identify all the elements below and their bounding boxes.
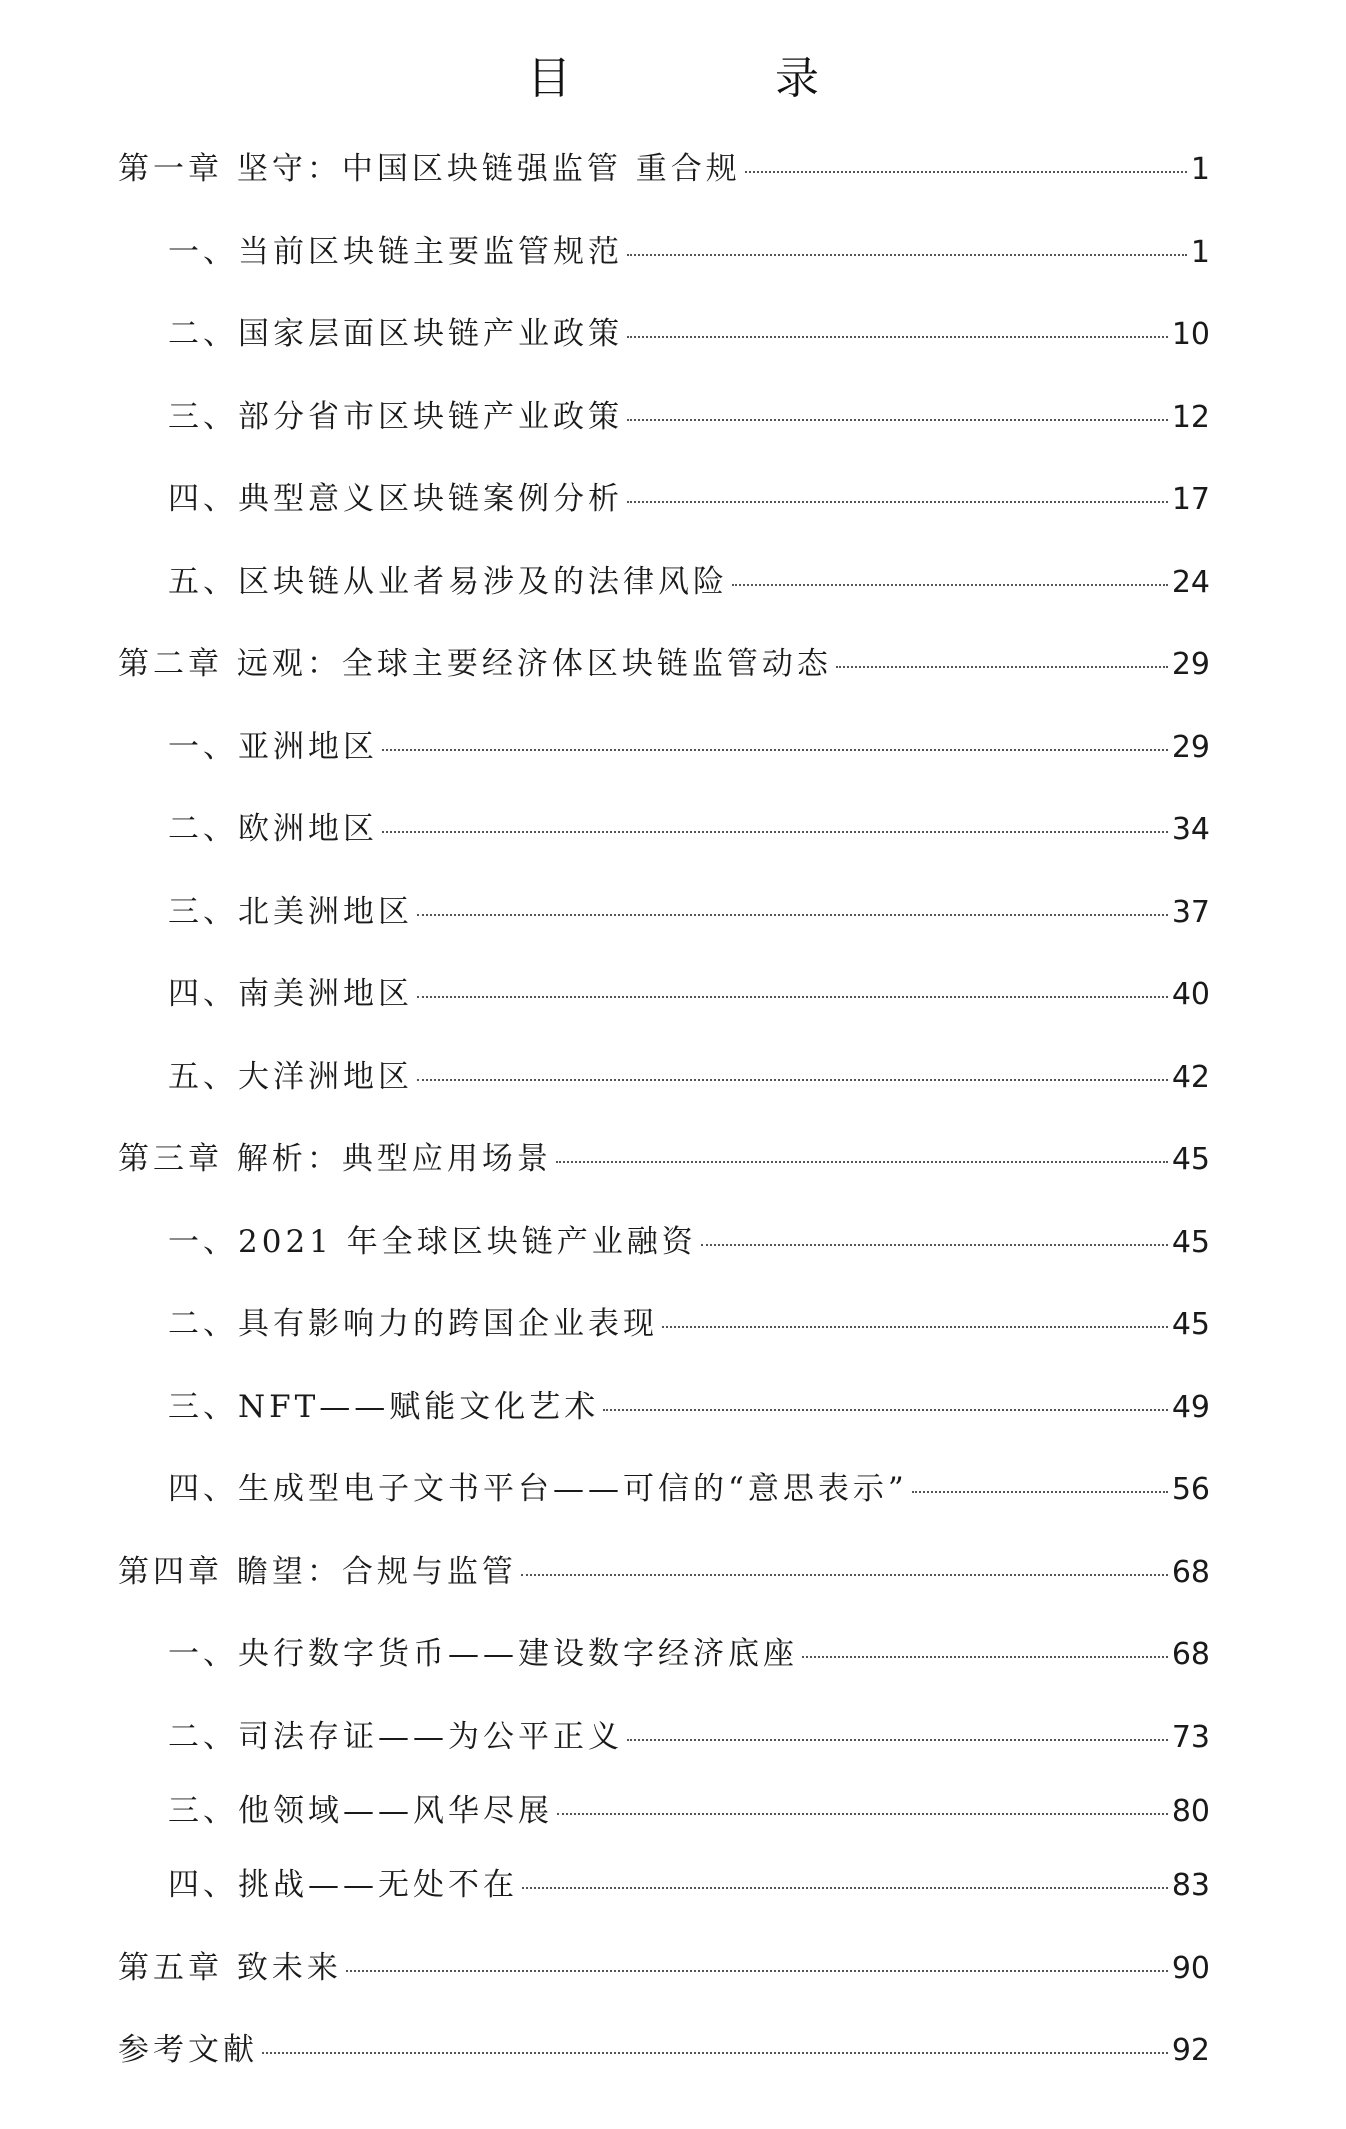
toc-entry-page: 68 [1171, 1637, 1210, 1672]
toc-entry-label: 一、亚洲地区 [168, 728, 378, 765]
toc-leader [382, 831, 1168, 833]
toc-entry-page: 37 [1171, 894, 1210, 930]
toc-leader [627, 419, 1168, 421]
toc-entry-page: 45 [1171, 1307, 1210, 1342]
toc-entry-section[interactable] [118, 953, 1210, 1036]
toc-leader [701, 1244, 1168, 1246]
toc-entry-page: 73 [1171, 1719, 1210, 1755]
toc-leader [627, 1739, 1168, 1741]
toc-entry-chapter[interactable] [118, 623, 1210, 706]
toc-entry-chapter[interactable] [118, 1927, 1210, 2010]
toc-leader [912, 1491, 1168, 1493]
toc-entry-page: 45 [1171, 1224, 1210, 1260]
toc-entry-section[interactable] [118, 706, 1210, 789]
toc-entry-label: 三、北美洲地区 [168, 893, 413, 930]
toc-entry-page: 90 [1171, 1950, 1210, 1986]
toc-entry-label: 三、部分省市区块链产业政策 [168, 398, 623, 435]
toc-entry-label: 一、央行数字货币——建设数字经济底座 [168, 1636, 798, 1672]
toc-leader [521, 1574, 1168, 1576]
toc-entry-label: 一、2021 年全球区块链产业融资 [168, 1223, 697, 1260]
toc-entry-page: 40 [1171, 977, 1210, 1012]
toc-entry-label: 三、他领域——风华尽展 [168, 1793, 553, 1829]
toc-entry-page: 29 [1171, 729, 1210, 765]
toc-leader [627, 501, 1168, 503]
toc-entry-label: 二、司法存证——为公平正义 [168, 1718, 623, 1755]
toc-entry-section[interactable] [118, 211, 1210, 294]
toc-entry-page: 1 [1190, 152, 1210, 187]
toc-leader [603, 1409, 1168, 1411]
toc-entry-label: 二、国家层面区块链产业政策 [168, 316, 623, 352]
toc-entry-section[interactable] [118, 871, 1210, 954]
toc-entry-label: 三、NFT——赋能文化艺术 [168, 1388, 600, 1425]
toc-entry-label: 第二章 远观：全球主要经济体区块链监管动态 [118, 646, 832, 682]
toc-entry-page: 42 [1171, 1059, 1210, 1095]
toc-entry-page: 12 [1171, 399, 1210, 435]
toc-leader [262, 2052, 1168, 2054]
toc-entry-label: 四、生成型电子文书平台——可信的“意思表示” [168, 1471, 908, 1507]
toc-entry-page: 34 [1171, 812, 1210, 847]
toc-leader [627, 336, 1168, 338]
toc-leader [417, 1079, 1168, 1081]
toc-entry-page: 56 [1171, 1472, 1210, 1507]
toc-entry-chapter[interactable] [118, 128, 1210, 211]
toc-entry-references[interactable] [118, 2009, 1210, 2092]
toc-leader [417, 996, 1168, 998]
toc-entry-section[interactable] [118, 1283, 1210, 1366]
toc-entry-page: 10 [1171, 317, 1210, 352]
toc-list [118, 128, 1210, 2092]
toc-leader [836, 666, 1168, 668]
toc-entry-section[interactable] [118, 1201, 1210, 1284]
toc-entry-section[interactable] [118, 1844, 1210, 1927]
toc-entry-section[interactable] [118, 788, 1210, 871]
toc-entry-section[interactable] [118, 1366, 1210, 1449]
toc-entry-label: 一、当前区块链主要监管规范 [168, 233, 623, 270]
toc-leader [627, 254, 1187, 256]
toc-entry-section[interactable] [118, 293, 1210, 376]
toc-entry-chapter[interactable] [118, 1531, 1210, 1614]
toc-entry-label: 四、典型意义区块链案例分析 [168, 481, 623, 517]
toc-entry-page: 83 [1171, 1868, 1210, 1903]
toc-entry-page: 68 [1171, 1554, 1210, 1590]
toc-entry-page: 17 [1171, 482, 1210, 517]
toc-leader [745, 171, 1187, 173]
toc-entry-page: 29 [1171, 647, 1210, 682]
toc-entry-section[interactable] [118, 541, 1210, 624]
toc-entry-page: 80 [1171, 1794, 1210, 1829]
toc-entry-label: 第三章 解析：典型应用场景 [118, 1141, 552, 1177]
toc-entry-label: 二、欧洲地区 [168, 811, 378, 847]
toc-entry-page: 49 [1171, 1389, 1210, 1425]
toc-entry-section[interactable] [118, 376, 1210, 459]
toc-leader [382, 749, 1168, 751]
toc-leader [417, 914, 1168, 916]
toc-entry-label: 第一章 坚守：中国区块链强监管 重合规 [118, 151, 741, 187]
toc-entry-label: 五、大洋洲地区 [168, 1058, 413, 1095]
toc-entry-section[interactable] [118, 1778, 1210, 1844]
page-title: 目 录 [527, 53, 899, 104]
toc-leader [557, 1813, 1168, 1815]
toc-entry-page: 92 [1171, 2033, 1210, 2068]
toc-entry-section[interactable] [118, 1613, 1210, 1696]
toc-leader [662, 1326, 1168, 1328]
toc-entry-page: 1 [1190, 234, 1210, 270]
toc-leader [802, 1656, 1168, 1658]
toc-leader [732, 584, 1168, 586]
toc-entry-label: 第五章 致未来 [118, 1949, 342, 1986]
toc-entry-page: 45 [1171, 1142, 1210, 1177]
toc-leader [522, 1887, 1168, 1889]
toc-entry-label: 参考文献 [118, 2032, 258, 2068]
toc-entry-label: 二、具有影响力的跨国企业表现 [168, 1306, 658, 1342]
toc-leader [556, 1161, 1168, 1163]
toc-entry-section[interactable] [118, 1696, 1210, 1779]
toc-entry-label: 五、区块链从业者易涉及的法律风险 [168, 563, 728, 600]
toc-entry-section[interactable] [118, 1448, 1210, 1531]
toc-entry-label: 四、南美洲地区 [168, 976, 413, 1012]
toc-entry-section[interactable] [118, 458, 1210, 541]
toc-leader [346, 1970, 1168, 1972]
toc-entry-label: 第四章 瞻望：合规与监管 [118, 1553, 517, 1590]
toc-entry-section[interactable] [118, 1036, 1210, 1119]
toc-entry-page: 24 [1171, 564, 1210, 600]
toc-entry-label: 四、挑战——无处不在 [168, 1867, 518, 1903]
toc-entry-chapter[interactable] [118, 1118, 1210, 1201]
